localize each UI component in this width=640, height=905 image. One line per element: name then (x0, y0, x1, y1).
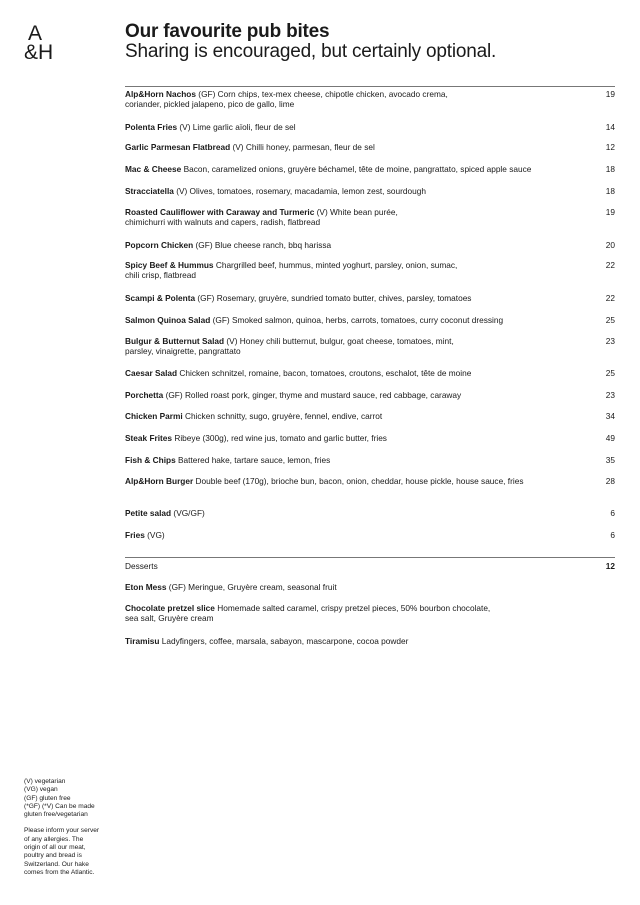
menu-item-name: Chicken Parmi (125, 411, 183, 421)
dessert-item-description: Ladyfingers, coffee, marsala, sabayon, mascarpone, cocoa powder (159, 636, 409, 646)
menu-item-name: Fries (125, 530, 145, 540)
notice-line: origin of all our meat, (24, 844, 86, 852)
logo (24, 24, 64, 62)
menu-item-description: (GF) Rolled roast pork, ginger, thyme and mustard sauce, red cabbage, caraway (163, 390, 462, 400)
legend-line: (*GF) (*V) Can be made (24, 802, 95, 810)
menu-item (125, 293, 615, 303)
menu-item (125, 433, 615, 443)
menu-header (125, 22, 625, 62)
menu-item-description: Double beef (170g), brioche bun, bacon, onion, cheddar, house pickle, house sauce, fries (193, 476, 524, 486)
page-title: Our favourite pub bites (125, 21, 330, 42)
menu-item-description: Ribeye (300g), red wine jus, tomato and garlic butter, fries (172, 433, 387, 443)
menu-item-name: Stracciatella (125, 186, 174, 196)
desserts-price: 12 (605, 561, 615, 571)
menu-item (125, 122, 615, 132)
menu-item-price: 49 (605, 433, 615, 443)
menu-item-price: 19 (605, 207, 615, 217)
menu-item (125, 89, 615, 109)
menu-item-description: Battered hake, tartare sauce, lemon, fries (175, 455, 331, 465)
notice-line: Switzerland. Our hake (24, 860, 89, 868)
menu-item (125, 390, 615, 400)
notice-line: Please inform your server (24, 827, 100, 835)
page-subtitle: Sharing is encouraged, but certainly optional. (125, 41, 497, 62)
desserts-heading-row (125, 557, 615, 571)
menu-item-description: (GF) Smoked salmon, quinoa, herbs, carrots, tomatoes, curry coconut dressing (210, 315, 504, 325)
menu-item-price: 35 (605, 455, 615, 465)
dessert-item-description-cont: sea salt, Gruyère cream (125, 613, 214, 623)
menu-item-price: 25 (605, 315, 615, 325)
legend-line: (V) vegetarian (24, 778, 66, 785)
menu-item-description: (GF) Rosemary, gruyère, sundried tomato butter, chives, parsley, tomatoes (195, 293, 472, 303)
menu-item-description: Bacon, caramelized onions, gruyère béchamel, tête de moine, pangrattato, spiced apple sauce (181, 164, 532, 174)
menu-item (125, 260, 615, 280)
menu-item-name: Salmon Quinoa Salad (125, 315, 211, 325)
menu-item-description: (GF) Blue cheese ranch, bbq harissa (193, 240, 332, 250)
menu-item (125, 455, 615, 465)
menu-list (125, 86, 615, 540)
menu-item-name: Mac & Cheese (125, 164, 182, 174)
menu-item-description-cont: chimichurri with walnuts and capers, radish, flatbread (125, 217, 321, 227)
menu-item (125, 207, 615, 227)
menu-item-description: (V) Chilli honey, parmesan, fleur de sel (230, 142, 375, 152)
dessert-item-description: (GF) Meringue, Gruyère cream, seasonal fruit (166, 582, 337, 592)
menu-item-description-cont: parsley, vinaigrette, pangrattato (125, 346, 241, 356)
menu-item-price: 22 (605, 293, 615, 303)
menu-item-name: Porchetta (125, 390, 164, 400)
menu-item-name: Caesar Salad (125, 368, 178, 378)
menu-item-description: (VG) (144, 530, 165, 540)
menu-item-description: Chicken schnitty, sugo, gruyère, fennel, endive, carrot (182, 411, 383, 421)
menu-item-price: 22 (605, 260, 615, 270)
menu-item-name: Alp&Horn Nachos (125, 89, 196, 99)
menu-item (125, 368, 615, 378)
menu-item-description: Chicken schnitzel, romaine, bacon, tomatoes, croutons, eschalot, tête de moine (177, 368, 472, 378)
menu-item-name: Alp&Horn Burger (125, 476, 194, 486)
logo-line-2: &H (24, 41, 54, 64)
menu-item-name: Scampi & Polenta (125, 293, 196, 303)
legend-line: gluten free/vegetarian (24, 811, 88, 819)
dessert-item-description: Homemade salted caramel, crispy pretzel pieces, 50% bourbon chocolate, (214, 603, 491, 613)
menu-item-price: 18 (605, 164, 615, 174)
desserts-heading: Desserts (125, 561, 158, 571)
menu-item-price: 23 (605, 336, 615, 346)
dessert-item (125, 636, 615, 646)
menu-item-price: 18 (605, 186, 615, 196)
menu-item-description: (VG/GF) (171, 508, 205, 518)
dessert-item-name: Chocolate pretzel slice (125, 603, 215, 613)
menu-item-name: Bulgur & Butternut Salad (125, 336, 225, 346)
menu-item-name: Polenta Fries (125, 122, 178, 132)
menu-item (125, 142, 615, 152)
menu-item-price: 25 (605, 368, 615, 378)
footnotes (24, 778, 114, 885)
menu-item-price: 34 (605, 411, 615, 421)
legend-line: (VG) vegan (24, 786, 58, 794)
menu-item-description-cont: coriander, pickled jalapeno, pico de gallo, lime (125, 99, 295, 109)
menu-item-name: Fish & Chips (125, 455, 176, 465)
notice-line: poultry and bread is (24, 852, 82, 860)
menu-item-description: (V) Honey chili butternut, bulgur, goat cheese, tomatoes, mint, (224, 336, 454, 346)
logo-line-1: A (28, 22, 43, 45)
menu-item (125, 476, 615, 486)
dessert-item (125, 603, 615, 623)
dessert-item-name: Eton Mess (125, 582, 167, 592)
dessert-item (125, 582, 615, 592)
notice-line: of any allergies. The (24, 835, 84, 843)
menu-item-price: 28 (605, 476, 615, 486)
menu-item-description: (V) Olives, tomatoes, rosemary, macadamia, lemon zest, sourdough (173, 186, 426, 196)
menu-item (125, 508, 615, 518)
menu-item-name: Roasted Cauliflower with Caraway and Turmeric (125, 207, 315, 217)
menu-item-name: Garlic Parmesan Flatbread (125, 142, 231, 152)
menu-item (125, 530, 615, 540)
menu-item-price: 20 (605, 240, 615, 250)
menu-item-name: Petite salad (125, 508, 172, 518)
menu-item (125, 315, 615, 325)
allergy-notice (24, 827, 114, 877)
menu-item-price: 23 (605, 390, 615, 400)
menu-item-price: 19 (605, 89, 615, 99)
menu-item (125, 336, 615, 356)
menu-item-description-cont: chili crisp, flatbread (125, 270, 197, 280)
menu-item-description: (V) White bean purée, (314, 207, 398, 217)
menu-item-price: 6 (610, 508, 615, 518)
dessert-item-name: Tiramisu (125, 636, 160, 646)
menu-item-price: 14 (605, 122, 615, 132)
menu-item-price: 6 (610, 530, 615, 540)
notice-line: comes from the Atlantic. (24, 868, 95, 876)
menu-item (125, 411, 615, 421)
menu-item-description: (V) Lime garlic aïoli, fleur de sel (177, 122, 296, 132)
legend-line: (GF) gluten free (24, 794, 71, 802)
menu-item-name: Popcorn Chicken (125, 240, 194, 250)
menu-item-description: (GF) Corn chips, tex-mex cheese, chipotle chicken, avocado crema, (196, 89, 448, 99)
diet-legend (24, 778, 114, 819)
menu-item (125, 240, 615, 250)
menu-item-name: Spicy Beef & Hummus (125, 260, 214, 270)
menu-item (125, 164, 615, 174)
menu-item-name: Steak Frites (125, 433, 173, 443)
menu-item-description: Chargrilled beef, hummus, minted yoghurt, parsley, onion, sumac, (213, 260, 458, 270)
menu-item (125, 186, 615, 196)
menu-item-price: 12 (605, 142, 615, 152)
